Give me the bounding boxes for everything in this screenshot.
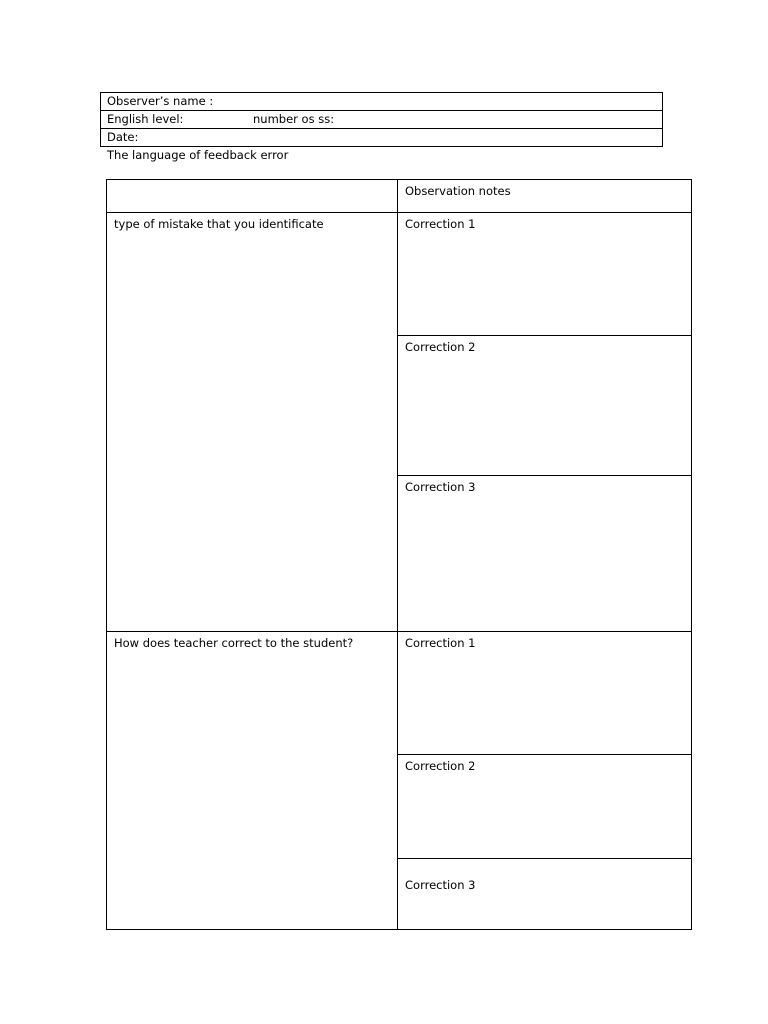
observer-row (101, 93, 663, 111)
section1-correction-3: Correction 3 (398, 476, 692, 632)
english-level-cell (101, 111, 663, 129)
number-ss-label: number os ss: (253, 112, 335, 126)
date-label: Date: (107, 130, 139, 144)
english-level-label: English level: (107, 112, 184, 126)
teacher-correction-cell: How does teacher correct to the student? (107, 632, 398, 930)
section2-correction-3: Correction 3 (398, 859, 692, 930)
observer-info-table (100, 92, 663, 147)
document-title: The language of feedback error (107, 148, 289, 162)
date-row (101, 129, 663, 147)
observer-name-label: Observer’s name : (107, 94, 214, 108)
section1-correction-2: Correction 2 (398, 336, 692, 476)
section2-correction-2: Correction 2 (398, 755, 692, 859)
header-left-cell (107, 180, 398, 213)
section1-row1 (107, 213, 692, 336)
mistake-type-cell: type of mistake that you identificate (107, 213, 398, 632)
observation-table (106, 179, 692, 930)
section1-correction-1: Correction 1 (398, 213, 692, 336)
section2-row1 (107, 632, 692, 755)
observation-header-row (107, 180, 692, 213)
observer-name-cell (101, 93, 663, 111)
english-level-row (101, 111, 663, 129)
section2-correction-1: Correction 1 (398, 632, 692, 755)
date-cell (101, 129, 663, 147)
observation-notes-header: Observation notes (398, 180, 692, 213)
